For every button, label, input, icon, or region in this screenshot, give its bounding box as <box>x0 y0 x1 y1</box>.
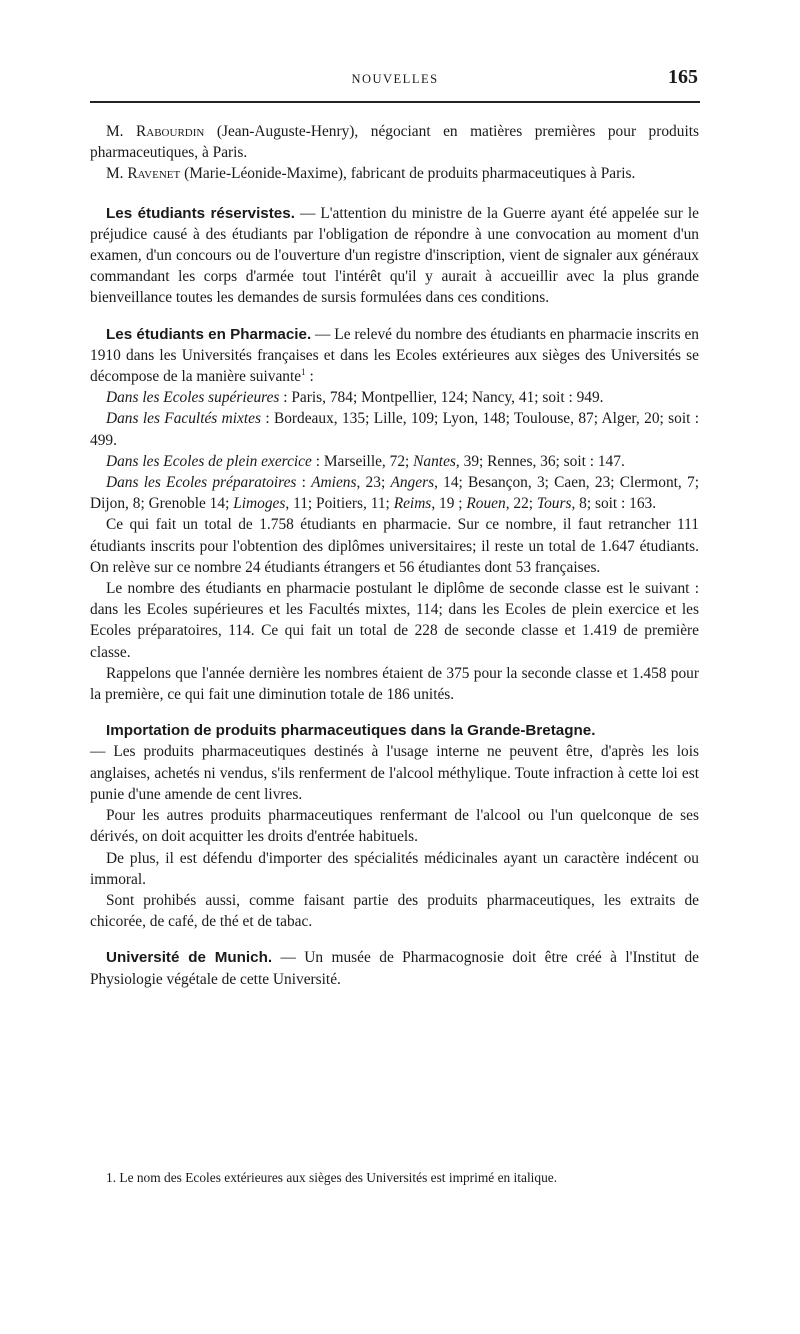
list-item <box>90 387 699 408</box>
category-text: , 22; <box>505 495 537 513</box>
footnote-number: 1. <box>106 1170 117 1185</box>
list-item <box>90 451 699 472</box>
category-label: Dans les Facultés mixtes <box>106 410 261 428</box>
category-text: : Bordeaux, 135; Lille, 109; Lyon, 148; Toulouse, 87; Alger, 20; soit : 499. <box>90 410 700 449</box>
page-number: 165 <box>668 66 698 88</box>
page-header <box>90 66 700 96</box>
city-italic: Rouen <box>466 495 506 513</box>
section-text: — Un musée de Pharmacognosie doit être créé à l'Institut de Physiologie végétale de cette Université. <box>90 949 699 988</box>
city-italic: Tours <box>536 495 572 513</box>
paragraph: — Les produits pharmaceutiques destinés à l'usage interne ne peuvent être, d'après les lois anglaises, achetés ni vendus, s'ils renferment de l'alcool méthylique. Toute infraction à cette loi est punie d'une amende de cent livres. <box>90 743 699 803</box>
footnote <box>90 1169 699 1187</box>
city-italic: Reims <box>393 495 432 513</box>
paragraph: Pour les autres produits pharmaceutiques renfermant de l'alcool ou l'un quelconque de ses dérivés, on doit acquitter les droits d'entrée habituels. <box>90 807 699 846</box>
header-rule <box>90 101 700 103</box>
city-italic: Amiens <box>311 474 357 492</box>
section-text: — L'attention du ministre de la Guerre ayant été appelée sur le préjudice causé à des étudiants par l'obligation de répondre à une convocation au moment d'un examen, d'un concours ou de l'ouverture d'un registre d'inscription, vient de signaler aux généraux commandant les corps d'armée tout l'intérêt qu'il y aurait à accueillir avec la plus grande bienveillance toutes les demandes de sursis formulées dans ces conditions. <box>90 204 700 307</box>
section-text: — Le relevé du nombre des étudiants en pharmacie inscrits en 1910 dans les Universités françaises et dans les Ecoles extérieures aux sièges des Universités se décompose de la manière suivante <box>90 325 700 386</box>
paragraph: Le nombre des étudiants en pharmacie postulant le diplôme de seconde classe est le suivant : dans les Ecoles supérieures et les Facultés mixtes, 114; dans les Ecoles de plein exercice et les Ecoles préparatoires, 114. Ce qui fait un total de 228 de seconde classe et 1.419 de première classe. <box>90 580 699 661</box>
category-label: Dans les Ecoles de plein exercice <box>106 452 312 470</box>
category-text: : Marseille, 72; <box>311 452 414 470</box>
footnote-text: Le nom des Ecoles extérieures aux sièges des Universités est imprimé en italique. <box>116 1170 558 1185</box>
paragraph: De plus, il est défendu d'importer des spécialités médicinales ayant un caractère indécent ou immoral. <box>90 849 699 888</box>
entry-text: (Jean-Auguste-Henry), négociant en matières premières pour produits pharmaceutiques, à Paris. <box>90 123 699 162</box>
category-text: , 8; soit : 163. <box>571 495 657 513</box>
footnote-ref: 1 <box>301 366 306 377</box>
category-text: , 14; Besançon, 3; Caen, 23; Clermont, 7; Dijon, 8; Grenoble 14; <box>90 474 699 513</box>
page-body <box>90 121 699 990</box>
category-text: : <box>296 474 312 492</box>
category-text: : Paris, 784; Montpellier, 124; Nancy, 41; soit : 949. <box>279 389 604 407</box>
list-item <box>90 163 699 184</box>
section-heading: Les étudiants réservistes. <box>106 204 295 222</box>
running-title: NOUVELLES <box>351 72 439 86</box>
section-text: : <box>305 368 314 386</box>
person-name: M. Ravenet <box>106 165 181 183</box>
section-reservistes <box>90 203 699 309</box>
list-item <box>90 408 699 450</box>
category-label: Dans les Ecoles préparatoires <box>106 474 297 492</box>
list-item <box>90 472 699 514</box>
person-name: M. Rabourdin <box>106 123 205 140</box>
city-italic: Limoges <box>233 495 286 513</box>
section-heading: Importation de produits pharmaceutiques dans la Grande-Bretagne. <box>106 722 596 740</box>
paragraph: Sont prohibés aussi, comme faisant partie des produits pharmaceutiques, les extraits de chicorée, de café, de thé et de tabac. <box>90 891 699 931</box>
section-importation <box>90 720 699 741</box>
section-heading: Les étudiants en Pharmacie. <box>106 325 312 343</box>
category-text: , 39; Rennes, 36; soit : 147. <box>455 452 625 470</box>
city-italic: Angers <box>390 474 435 492</box>
section-pharmacie <box>90 324 699 388</box>
city-italic: Nantes <box>413 452 456 470</box>
paragraph: Ce qui fait un total de 1.758 étudiants en pharmacie. Sur ce nombre, il faut retrancher 111 étudiants inscrits pour l'obtention des diplômes universitaires; il reste un total de 1.647 étudiants. On relève sur ce nombre 24 étudiants étrangers et 56 étudiantes dont 53 françaises. <box>90 516 699 576</box>
section-heading: Université de Munich. <box>106 949 273 967</box>
category-text: , 23; <box>356 474 391 492</box>
section-munich <box>90 947 699 989</box>
category-text: , 19 ; <box>431 495 467 513</box>
paragraph: Rappelons que l'année dernière les nombres étaient de 375 pour la seconde classe et 1.458 pour la première, ce qui fait une diminution totale de 186 unités. <box>90 664 699 704</box>
category-text: , 11; Poitiers, 11; <box>285 495 394 513</box>
category-label: Dans les Ecoles supérieures <box>106 389 280 407</box>
entry-text: (Marie-Léonide-Maxime), fabricant de produits pharmaceutiques à Paris. <box>180 165 636 183</box>
list-item <box>90 121 699 163</box>
